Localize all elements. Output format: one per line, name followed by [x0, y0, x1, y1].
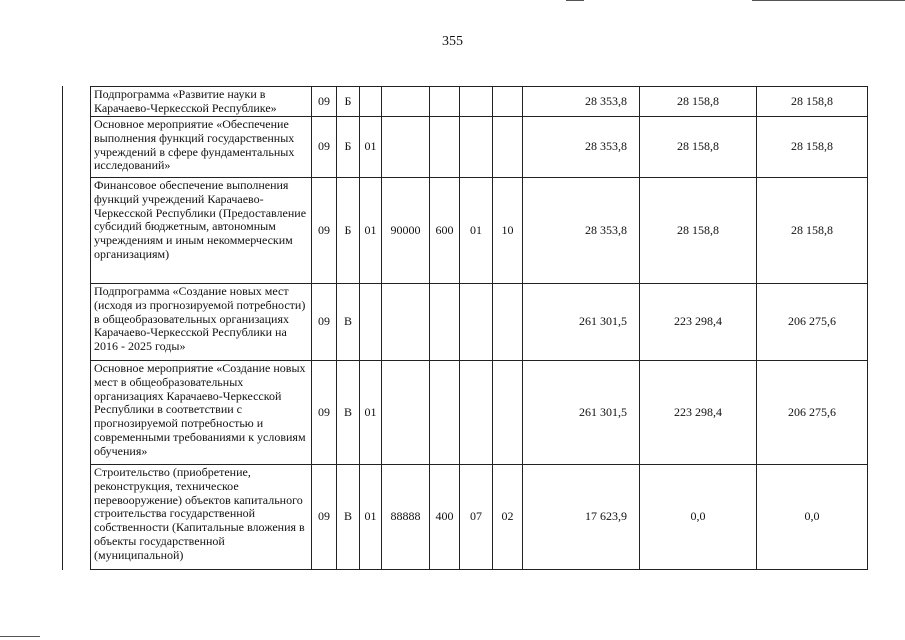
code-subprogram: 01 — [360, 361, 382, 465]
code-expense-type: 600 — [430, 178, 460, 284]
code-subprogram — [360, 284, 382, 361]
code-program: В — [337, 361, 360, 465]
amount-year-1: 261 301,5 — [523, 284, 640, 361]
code-expense-type: 400 — [430, 465, 460, 570]
row-name: Основное мероприятие «Создание новых мест в общеобразовательных организациях Карачаево-Черкесской Республики в соответствии с прогнозируемой потребностью и современными требованиями к условиям обучения» — [91, 361, 312, 465]
code-ministry: 09 — [312, 361, 337, 465]
scan-artifact-bottom-left — [0, 636, 40, 637]
row-name: Основное мероприятие «Обеспечение выполнения функций государственных учреждений в сфере фундаментальных исследований» — [91, 117, 312, 178]
code-ministry: 09 — [312, 178, 337, 284]
code-section — [460, 117, 493, 178]
code-expense-type — [430, 117, 460, 178]
code-program: Б — [337, 117, 360, 178]
amount-year-2: 28 158,8 — [640, 178, 757, 284]
code-subprogram: 01 — [360, 465, 382, 570]
row-name: Строительство (приобретение, реконструкция, техническое перевооружение) объектов капитального строительства государственной собственности (Капитальные вложения в объекты государственной (муниципальной) — [91, 465, 312, 570]
amount-year-3: 0,0 — [757, 465, 868, 570]
scan-artifact-top-mid — [566, 0, 584, 1]
code-subsection: 02 — [493, 465, 523, 570]
amount-year-1: 28 353,8 — [523, 117, 640, 178]
code-ministry: 09 — [312, 87, 337, 117]
amount-year-1: 261 301,5 — [523, 361, 640, 465]
code-subsection — [493, 284, 523, 361]
amount-year-2: 28 158,8 — [640, 117, 757, 178]
code-program: Б — [337, 178, 360, 284]
amount-year-3: 28 158,8 — [757, 87, 868, 117]
code-program: В — [337, 465, 360, 570]
code-subprogram — [360, 87, 382, 117]
code-section — [460, 284, 493, 361]
table-row — [91, 87, 868, 117]
code-expense-type — [430, 284, 460, 361]
code-subsection — [493, 87, 523, 117]
code-direction — [382, 284, 430, 361]
code-direction: 88888 — [382, 465, 430, 570]
code-subprogram: 01 — [360, 178, 382, 284]
table-left-margin-rule — [62, 86, 63, 570]
amount-year-3: 206 275,6 — [757, 361, 868, 465]
code-ministry: 09 — [312, 284, 337, 361]
code-expense-type — [430, 361, 460, 465]
amount-year-3: 28 158,8 — [757, 117, 868, 178]
code-section — [460, 361, 493, 465]
code-program: В — [337, 284, 360, 361]
code-section: 01 — [460, 178, 493, 284]
code-ministry: 09 — [312, 117, 337, 178]
code-expense-type — [430, 87, 460, 117]
table-row — [91, 361, 868, 465]
scan-artifact-top-right — [752, 0, 905, 1]
amount-year-2: 223 298,4 — [640, 284, 757, 361]
code-direction — [382, 117, 430, 178]
amount-year-1: 28 353,8 — [523, 178, 640, 284]
code-direction — [382, 361, 430, 465]
code-subsection — [493, 361, 523, 465]
amount-year-3: 28 158,8 — [757, 178, 868, 284]
amount-year-2: 0,0 — [640, 465, 757, 570]
code-program: Б — [337, 87, 360, 117]
budget-table — [90, 86, 868, 570]
table-row — [91, 178, 868, 284]
amount-year-1: 28 353,8 — [523, 87, 640, 117]
code-direction — [382, 87, 430, 117]
code-subprogram: 01 — [360, 117, 382, 178]
amount-year-3: 206 275,6 — [757, 284, 868, 361]
code-section: 07 — [460, 465, 493, 570]
code-direction: 90000 — [382, 178, 430, 284]
code-section — [460, 87, 493, 117]
row-name: Подпрограмма «Развитие науки в Карачаево-Черкесской Республике» — [91, 87, 312, 117]
table-row — [91, 117, 868, 178]
code-subsection — [493, 117, 523, 178]
code-subsection: 10 — [493, 178, 523, 284]
amount-year-2: 28 158,8 — [640, 87, 757, 117]
amount-year-2: 223 298,4 — [640, 361, 757, 465]
row-name: Подпрограмма «Создание новых мест (исходя из прогнозируемой потребности) в общеобразовательных организациях Карачаево-Черкесской Республики на 2016 - 2025 годы» — [91, 284, 312, 361]
amount-year-1: 17 623,9 — [523, 465, 640, 570]
table-row — [91, 284, 868, 361]
table-row — [91, 465, 868, 570]
code-ministry: 09 — [312, 465, 337, 570]
page-number: 355 — [442, 34, 463, 49]
row-name: Финансовое обеспечение выполнения функций учреждений Карачаево-Черкесской Республики (Предоставление субсидий бюджетным, автономным учреждениям и иным некоммерческим организациям) — [91, 178, 312, 284]
